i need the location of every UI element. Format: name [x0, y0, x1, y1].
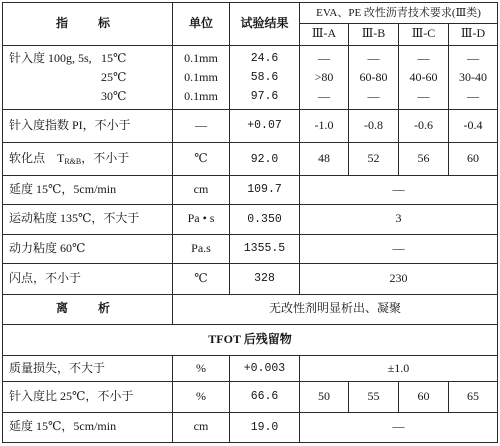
softening-label-suffix: ，不小于 [81, 151, 130, 166]
pi-result: +0.07 [230, 109, 300, 142]
asphalt-spec-table [2, 2, 498, 443]
penetration-label: 针入度 100g, 5s, [9, 50, 92, 65]
penetration-req-d-30: — [467, 88, 480, 103]
penetration-req-d [449, 45, 498, 109]
penetration-req-a [300, 45, 349, 109]
softening-req-a: 48 [300, 143, 349, 176]
penetration-temp-15: 15℃ [101, 50, 127, 65]
header-property: 指 标 [3, 3, 173, 46]
penetration-label-cell [3, 45, 173, 109]
penetration-unit-25: 0.1mm [184, 69, 218, 84]
softening-label-sub: R&B [64, 157, 82, 167]
pi-req-d: -0.4 [449, 109, 498, 142]
pen-ratio-req-b: 55 [349, 382, 399, 412]
flash-unit: ℃ [173, 264, 230, 294]
penetration-result-15: 24.6 [250, 51, 279, 65]
penetration-unit-30: 0.1mm [184, 88, 218, 103]
pi-req-a: -1.0 [300, 109, 349, 142]
penetration-unit-15: 0.1mm [184, 50, 218, 65]
pi-label: 针入度指数 PI，不小于 [3, 109, 173, 142]
penetration-temp-25: 25℃ [101, 69, 127, 84]
penetration-req-b-25: 60-80 [359, 69, 388, 84]
penetration-req-b-30: — [367, 88, 380, 103]
viscosity60-label: 动力粘度 60℃ [3, 234, 173, 263]
softening-req-b: 52 [349, 143, 399, 176]
pi-req-c: -0.6 [399, 109, 449, 142]
flash-label: 闪点，不小于 [3, 264, 173, 294]
header-grade-a: Ⅲ-A [300, 23, 349, 45]
penetration-req-d-15: — [467, 50, 480, 65]
pen-ratio-result: 66.6 [230, 382, 300, 412]
header-grade-b: Ⅲ-B [349, 23, 399, 45]
ductility-unit: cm [173, 176, 230, 204]
penetration-req-a-15: — [318, 50, 330, 65]
softening-result: 92.0 [230, 143, 300, 176]
flash-result: 328 [230, 264, 300, 294]
softening-label: 软化点 T [9, 151, 65, 166]
penetration-req-a-25: >80 [314, 69, 334, 84]
header-grade-d: Ⅲ-D [449, 23, 498, 45]
penetration-result-25: 58.6 [250, 70, 279, 84]
ductility-residue-result: 19.0 [230, 412, 300, 442]
viscosity60-unit: Pa.s [173, 234, 230, 263]
penetration-req-b-15: — [367, 50, 380, 65]
pen-ratio-label: 针入度比 25℃，不小于 [3, 382, 173, 412]
penetration-req-c-15: — [417, 50, 430, 65]
viscosity135-unit: Pa • s [173, 204, 230, 234]
viscosity135-result: 0.350 [230, 204, 300, 234]
pi-req-b: -0.8 [349, 109, 399, 142]
penetration-temp-30: 30℃ [101, 88, 127, 103]
penetration-result-30: 97.6 [250, 89, 279, 103]
penetration-req-a-30: — [318, 88, 330, 103]
penetration-req-c-30: — [417, 88, 430, 103]
pi-unit: — [173, 109, 230, 142]
tfot-title: TFOT 后残留物 [3, 324, 498, 355]
viscosity135-label: 运动粘度 135℃，不大于 [3, 204, 173, 234]
softening-unit: ℃ [173, 143, 230, 176]
ductility-residue-unit: cm [173, 412, 230, 442]
mass-loss-unit: % [173, 356, 230, 382]
viscosity135-requirement: 3 [300, 204, 498, 234]
softening-req-d: 60 [449, 143, 498, 176]
penetration-req-c [399, 45, 449, 109]
mass-loss-result: +0.003 [230, 356, 300, 382]
header-requirement-title: EVA、PE 改性沥青技术要求(Ⅲ类) [300, 3, 498, 24]
viscosity60-requirement: — [300, 234, 498, 263]
ductility-requirement: — [300, 176, 498, 204]
penetration-req-b [349, 45, 399, 109]
pen-ratio-unit: % [173, 382, 230, 412]
pen-ratio-req-a: 50 [300, 382, 349, 412]
ductility-result: 109.7 [230, 176, 300, 204]
mass-loss-requirement: ±1.0 [300, 356, 498, 382]
viscosity60-result: 1355.5 [230, 234, 300, 263]
pen-ratio-req-d: 65 [449, 382, 498, 412]
segregation-label: 离 析 [3, 294, 173, 324]
penetration-req-c-25: 40-60 [409, 69, 438, 84]
header-unit: 单位 [173, 3, 230, 46]
header-grade-c: Ⅲ-C [399, 23, 449, 45]
header-result: 试验结果 [230, 3, 300, 46]
penetration-req-d-25: 30-40 [459, 69, 488, 84]
softening-req-c: 56 [399, 143, 449, 176]
softening-label-cell [3, 143, 173, 176]
penetration-units [173, 45, 230, 109]
pen-ratio-req-c: 60 [399, 382, 449, 412]
mass-loss-label: 质量损失，不大于 [3, 356, 173, 382]
ductility-residue-requirement: — [300, 412, 498, 442]
ductility-residue-label: 延度 15℃，5cm/min [3, 412, 173, 442]
flash-requirement: 230 [300, 264, 498, 294]
segregation-requirement: 无改性剂明显析出、凝聚 [173, 294, 498, 324]
ductility-label: 延度 15℃，5cm/min [3, 176, 173, 204]
penetration-results [230, 45, 300, 109]
